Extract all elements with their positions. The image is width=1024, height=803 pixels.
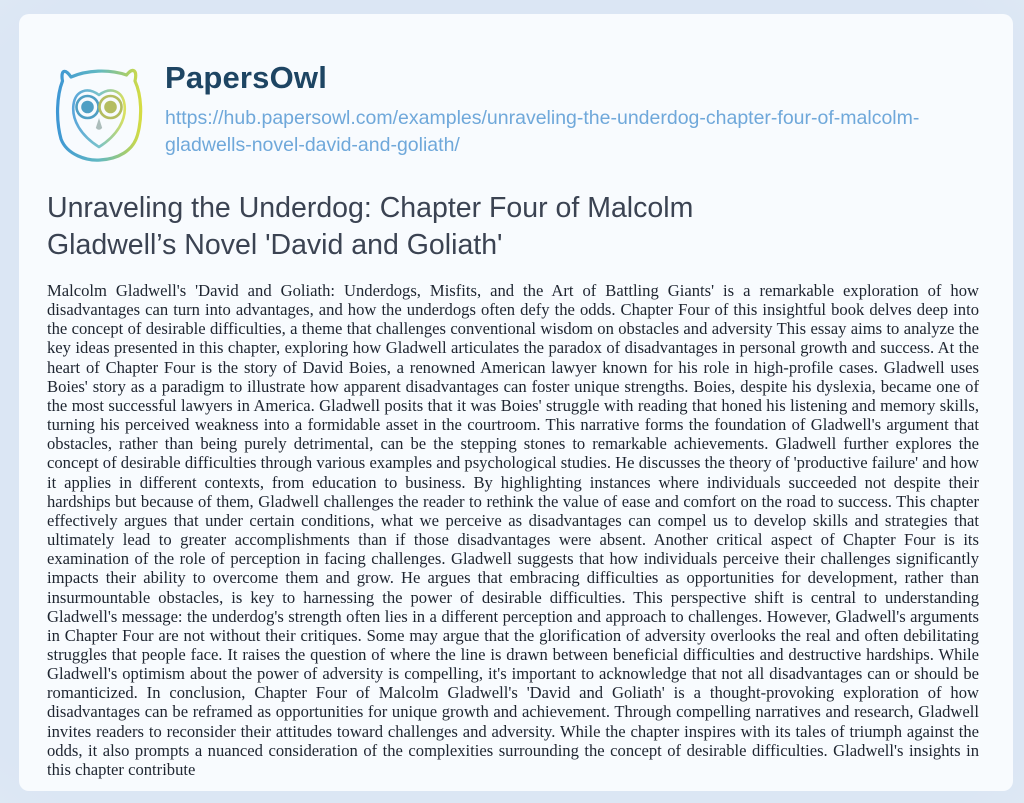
header-text-block [165,58,977,159]
brand-wordmark: PapersOwl [165,60,328,95]
papersowl-logo-link[interactable] [47,60,151,164]
site-header [47,58,979,164]
essay-body-text: Malcolm Gladwell's 'David and Goliath: Underdogs, Misfits, and the Art of Battling Giants' is a remarkable exploration of how disadvantages can turn into advantages, and how the underdogs often defy the odds. Chapter Four of this insightful book delves deep into the concept of desirable difficulties, a theme that challenges conventional wisdom on obstacles and adversity This essay aims to analyze the key ideas presented in this chapter, exploring how Gladwell articulates the paradox of disadvantages in personal growth and success. At the heart of Chapter Four is the story of David Boies, a renowned American lawyer known for his role in high-profile cases. Gladwell uses Boies' story as a paradigm to illustrate how apparent disadvantages can foster unique strengths. Boies, despite his dyslexia, became one of the most successful lawyers in America. Gladwell posits that it was Boies' struggle with reading that honed his listening and memory skills, turning his perceived weakness into a formidable asset in the courtroom. This narrative forms the foundation of Gladwell's argument that obstacles, rather than being purely detrimental, can be the stepping stones to remarkable achievements. Gladwell further explores the concept of desirable difficulties through various examples and psychological studies. He discusses the theory of 'productive failure' and how it applies in different contexts, from education to business. By highlighting instances where individuals succeeded not despite their hardships but because of them, Gladwell challenges the reader to rethink the value of ease and comfort on the road to success. This chapter effectively argues that under certain conditions, what we perceive as disadvantages can compel us to develop skills and strategies that ultimately lead to greater accomplishments than if those disadvantages were absent. Another critical aspect of Chapter Four is its examination of the role of perception in facing challenges. Gladwell suggests that how individuals perceive their challenges significantly impacts their ability to overcome them and grow. He argues that embracing difficulties as opportunities for development, rather than insurmountable obstacles, is key to harnessing the power of desirable difficulties. This perspective shift is central to understanding Gladwell's message: the underdog's strength often lies in a different perception and approach to challenges. However, Gladwell's arguments in Chapter Four are not without their critiques. Some may argue that the glorification of adversity overlooks the real and often debilitating struggles that people face. It raises the question of where the line is drawn between beneficial difficulties and destructive hardships. While Gladwell's optimism about the power of adversity is compelling, it's important to acknowledge that not all disadvantages can or should be romanticized. In conclusion, Chapter Four of Malcolm Gladwell's 'David and Goliath' is a thought-provoking exploration of how disadvantages can be reframed as opportunities for unique growth and achievement. Through compelling narratives and research, Gladwell invites readers to reconsider their attitudes toward challenges and adversity. While the chapter inspires with its tales of triumph against the odds, it also prompts a nuanced consideration of the complexities surrounding the concept of desirable difficulties. Gladwell's insights in this chapter contribute [47,281,979,779]
owl-logo-icon [47,151,151,168]
essay-title: Unraveling the Underdog: Chapter Four of Malcolm Gladwell’s Novel 'David and Goliath' [47,192,694,261]
essay-preview-card [19,14,1013,791]
source-url-link[interactable]: https://hub.papersowl.com/examples/unraveling-the-underdog-chapter-four-of-malcolm-gladwells-novel-david-and-goliath/ [165,107,920,156]
